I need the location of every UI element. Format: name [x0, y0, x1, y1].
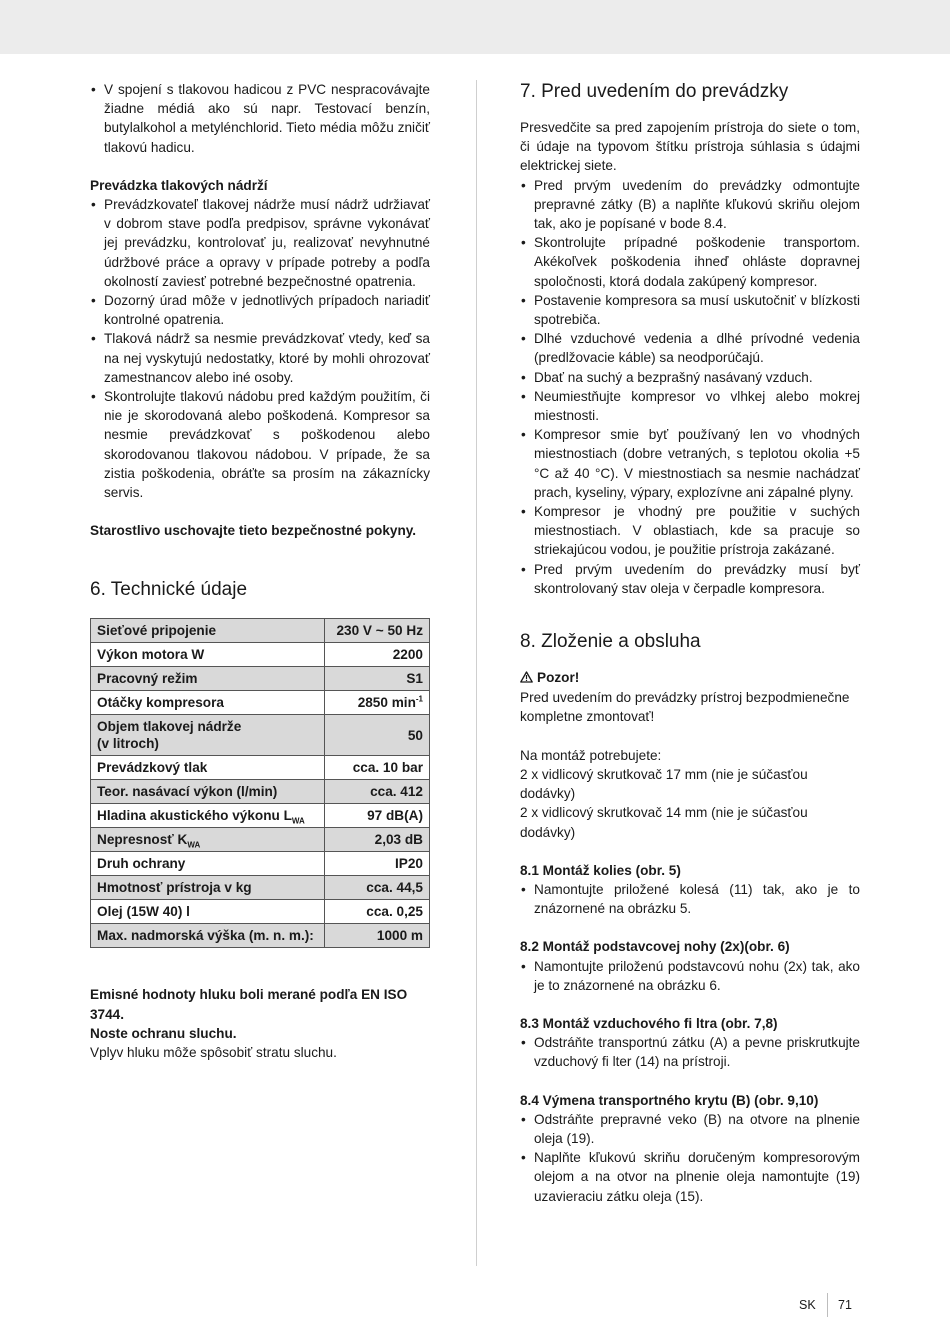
keep-instructions-note: Starostlivo uschovajte tieto bezpečnostné pokyny. — [90, 523, 417, 539]
list-item: • Pred prvým uvedením do prevádzky odmontujte prepravné zátky (B) a naplňte kľukovú skriňu olejom tak, ako je popísané v bode 8.4. — [520, 176, 860, 234]
spec-value: 2850 $\min^{-1}$ — [325, 691, 430, 715]
spec-value: 2,03 dB — [325, 828, 430, 852]
section-8-4-bullets — [520, 1110, 860, 1206]
table-row — [91, 924, 430, 948]
section-7-intro: Presvedčite sa pred zapojením prístroja do siete o tom, či údaje na typovom štítku prístroja súhlasia s údajmi elektrickej siete. — [520, 120, 860, 174]
section-7-bullets — [520, 176, 860, 598]
list-item: • Kompresor je vhodný pre použitie v suchých miestnostiach. V oblastiach, kde sa pracuje so striekajúcou vodou, je použitie prístroja zakázané. — [520, 502, 860, 560]
list-item: • Kompresor smie byť používaný len vo vhodných miestnostiach (dobre vetraných, s teplotou okolia +5 °C až 40 °C). V miestnostiach sa nesmie nachádzať prach, kyseliny, výpary, explozívne ani zápalné plyny. — [520, 425, 860, 502]
caution-text: Pred uvedením do prevádzky prístroj bezpodmienečne kompletne zmontovať! — [520, 690, 850, 725]
spec-label: Výkon motora W — [91, 643, 325, 667]
spec-label: Pracovný režim — [91, 667, 325, 691]
table-row — [91, 667, 430, 691]
hearing-protection-note: Noste ochranu sluchu. — [90, 1025, 237, 1041]
table-row — [91, 756, 430, 780]
spec-label: Nepresnosť $K_{WA}$ — [91, 828, 325, 852]
list-item: • Neumiestňujte kompresor vo vlhkej alebo mokrej miestnosti. — [520, 387, 860, 425]
spec-label: Hladina akustického výkonu $L_{WA}$ — [91, 804, 325, 828]
list-item: • Naplňte kľukovú skriňu doručeným kompresorovým olejom a na otvor na plnenie oleja namontujte (19) uzavieraciu zátku oleja (15). — [520, 1148, 860, 1206]
list-item: • Prevádzkovateľ tlakovej nádrže musí nádrž udržiavať v dobrom stave podľa predpisov, správne vykonávať jej prevádzku, kontrolovať ju, realizovať nevyhnutné údržbové práce a opravy v prípade potreby a podľa okolností zaviesť potrebné bezpečnostné opatrenia. — [90, 195, 430, 291]
spec-value: S1 — [325, 667, 430, 691]
table-row — [91, 804, 430, 828]
spec-label: Sieťové pripojenie — [91, 619, 325, 643]
list-item: • Odstráňte transportnú zátku (A) a pevne priskrutkujte vzduchový fi lter (14) na prístroji. — [520, 1033, 860, 1071]
page-number: 71 — [838, 1298, 852, 1312]
table-row — [91, 852, 430, 876]
spec-value: cca. 10 bar — [325, 756, 430, 780]
spec-value: 230 V ~ 50 Hz — [325, 619, 430, 643]
spec-value: cca. 44,5 — [325, 876, 430, 900]
spec-value: 50 — [325, 715, 430, 756]
top-bar — [0, 0, 950, 54]
tanks-heading: Prevádzka tlakových nádrží — [90, 177, 268, 193]
section-8-2-bullets — [520, 957, 860, 995]
column-divider — [476, 80, 477, 1266]
list-item: • Odstráňte prepravné veko (B) na otvore na plnenie oleja (19). — [520, 1110, 860, 1148]
list-item: • Skontrolujte tlakovú nádobu pred každým použitím, či nie je skorodovaná alebo poškodená. Kompresor sa nesmie prevádzkovať s poškodenou alebo skorodovanou tlakovou nádobou. V prípade, že sa zistia poškodenia, obráťte sa prosím na zákaznícky servis. — [90, 387, 430, 502]
spec-value: cca. 0,25 — [325, 900, 430, 924]
tanks-bullets — [90, 195, 430, 502]
table-row — [91, 643, 430, 667]
noise-values-note: Emisné hodnoty hluku boli merané podľa EN ISO 3744. — [90, 987, 408, 1022]
technical-data-table — [90, 618, 430, 948]
pvc-hose-bullets — [90, 80, 430, 157]
list-item: • Namontujte priložené kolesá (11) tak, ako je to znázornené na obrázku 5. — [520, 880, 860, 918]
section-8-title: 8. Zloženie a obsluha — [520, 631, 701, 653]
list-item: • V spojení s tlakovou hadicou z PVC nespracovávajte žiadne médiá ako sú napr. Testovací benzín, butylalkohol a metylénchlorid. Tieto média môžu zničiť tlakovú hadicu. — [90, 80, 430, 157]
section-8-2-title: 8.2 Montáž podstavcovej nohy (2x)(obr. 6) — [520, 939, 790, 955]
tool-item: 2 x vidlicový skrutkovač 14 mm (nie je súčasťou dodávky) — [520, 805, 808, 840]
spec-label: Teor. nasávací výkon (l/min) — [91, 780, 325, 804]
table-row — [91, 900, 430, 924]
section-8-4-title: 8.4 Výmena transportného krytu (B) (obr. 9,10) — [520, 1092, 819, 1108]
spec-value: IP20 — [325, 852, 430, 876]
spec-value: 1000 m — [325, 924, 430, 948]
table-row — [91, 715, 430, 756]
section-8-1-title: 8.1 Montáž kolies (obr. 5) — [520, 862, 681, 878]
spec-label: Prevádzkový tlak — [91, 756, 325, 780]
tools-intro: Na montáž potrebujete: — [520, 747, 662, 763]
footer-divider — [827, 1293, 828, 1317]
spec-label: Druh ochrany — [91, 852, 325, 876]
table-row — [91, 691, 430, 715]
section-8-1-bullets — [520, 880, 860, 918]
section-7-title: 7. Pred uvedením do prevádzky — [520, 81, 789, 102]
spec-label: Hmotnosť prístroja v kg — [91, 876, 325, 900]
section-8-3-title: 8.3 Montáž vzduchového fi ltra (obr. 7,8) — [520, 1015, 778, 1031]
table-row — [91, 780, 430, 804]
table-row — [91, 619, 430, 643]
spec-value: 97 dB(A) — [325, 804, 430, 828]
spec-label: Otáčky kompresora — [91, 691, 325, 715]
tool-item: 2 x vidlicový skrutkovač 17 mm (nie je súčasťou dodávky) — [520, 766, 808, 802]
list-item: • Pred prvým uvedením do prevádzky musí byť skontrolovaný stav oleja v čerpadle kompresora. — [520, 560, 860, 598]
left-column — [90, 80, 430, 1062]
list-item: • Namontujte priloženú podstavcovú nohu (2x) tak, ako je to znázornené na obrázku 6. — [520, 957, 860, 995]
right-column — [520, 80, 860, 1206]
caution-heading: Pozor! — [520, 668, 860, 688]
spec-label: Olej (15W 40) l — [91, 900, 325, 924]
spec-label: Max. nadmorská výška (m. n. m.): — [91, 924, 325, 948]
section-6-title: 6. Technické údaje — [90, 579, 248, 601]
table-row — [91, 876, 430, 900]
list-item: • Dlhé vzduchové vedenia a dlhé prívodné vedenia (predlžovacie káble) sa neodporúčajú. — [520, 329, 860, 367]
list-item: • Tlaková nádrž sa nesmie prevádzkovať vtedy, keď sa na nej vyskytujú nedostatky, ktoré by mohli ohrozovať zamestnancov alebo iné osoby. — [90, 329, 430, 387]
spec-label: Objem tlakovej nádrže (v litroch) — [91, 715, 325, 756]
warning-icon — [520, 669, 533, 688]
spec-value: 2200 — [325, 643, 430, 667]
section-8-3-bullets — [520, 1033, 860, 1071]
footer-language: SK — [799, 1298, 816, 1312]
list-item: • Dozorný úrad môže v jednotlivých prípadoch nariadiť kontrolné opatrenia. — [90, 291, 430, 329]
list-item: • Dbať na suchý a bezprašný nasávaný vzduch. — [520, 368, 860, 387]
hearing-loss-note: Vplyv hluku môže spôsobiť stratu sluchu. — [90, 1045, 337, 1061]
table-row — [91, 828, 430, 852]
list-item: • Postavenie kompresora sa musí uskutočniť v blízkosti spotrebiča. — [520, 291, 860, 329]
spec-value: cca. 412 — [325, 780, 430, 804]
list-item: • Skontrolujte prípadné poškodenie transportom. Akékoľvek poškodenia ihneď ohláste dopravnej spoločnosti, ktorá dodala zakúpený kompresor. — [520, 233, 860, 291]
